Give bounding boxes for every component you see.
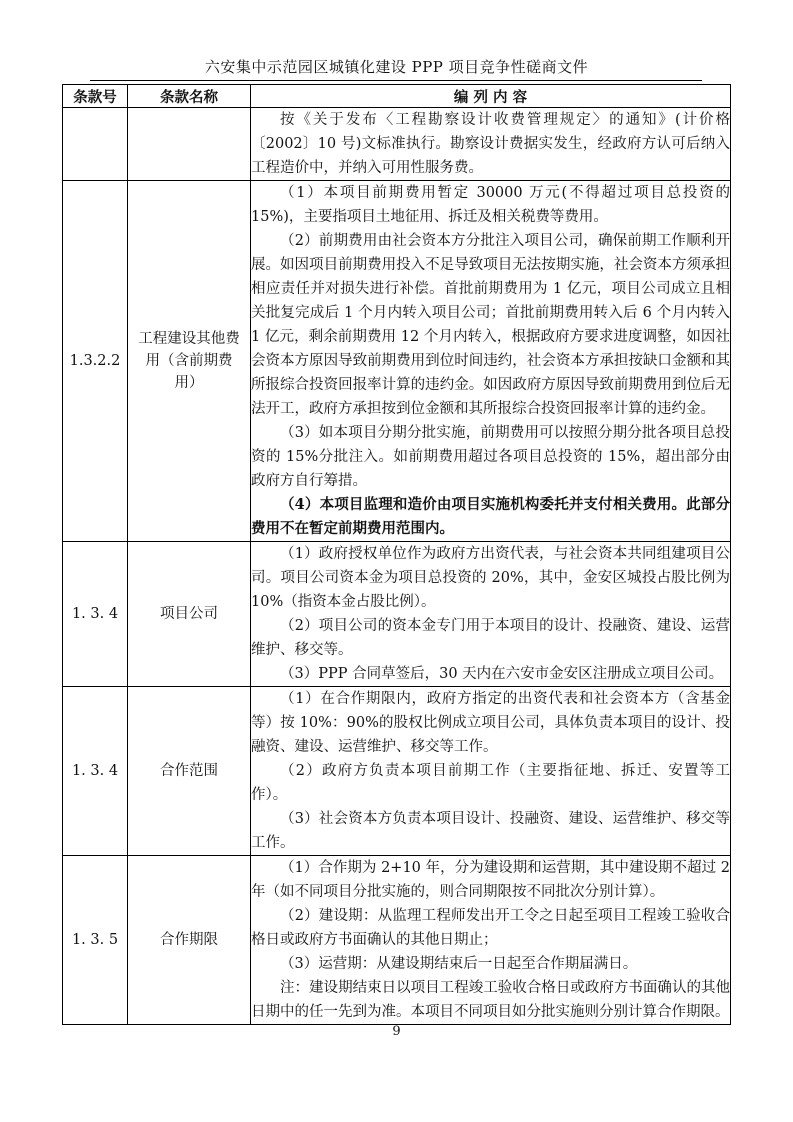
- clause-no: 1. 3. 4: [63, 687, 128, 856]
- content-paragraph-bold: （4）本项目监理和造价由项目实施机构委托并支付相关费用。此部分费用不在暂定前期费用范围内。: [251, 496, 730, 537]
- clause-name: [128, 108, 251, 181]
- table-row: [63, 687, 731, 856]
- col-header-content: 编 列 内 容: [251, 85, 731, 108]
- table-row: [63, 108, 731, 181]
- content-paragraph: （2）项目公司的资本金专门用于本项目的设计、投融资、建设、运营维护、移交等。: [251, 618, 730, 658]
- page-number: 9: [392, 1024, 401, 1039]
- table-row: [63, 856, 731, 1025]
- clause-name: 项目公司: [128, 542, 251, 687]
- table-row: [63, 181, 731, 542]
- content-paragraph: （3）运营期：从建设期结束后一日起至合作期届满日。: [280, 956, 638, 972]
- content-paragraph: 注：建设期结束日以项目工程竣工验收合格日或政府方书面确认的其他日期中的任一先到为准。本项目不同项目如分批实施则分别计算合作期限。: [251, 980, 730, 1020]
- clause-name: 工程建设其他费用（含前期费用）: [128, 181, 251, 542]
- content-paragraph: 按《关于发布〈工程勘察设计收费管理规定〉的通知》(计价格〔2002〕10 号)文标准执行。勘察设计费据实发生，经政府方认可后纳入工程造价中，并纳入可用性服务费。: [251, 112, 730, 176]
- clause-no: 1. 3. 4: [63, 542, 128, 687]
- clause-content: [251, 687, 731, 856]
- content-paragraph: （1）合作期为 2+10 年，分为建设期和运营期，其中建设期不超过 2 年（如不同项目分批实施的，则合同期限按不同批次分别计算）。: [251, 860, 730, 900]
- clause-content: [251, 181, 731, 542]
- content-paragraph: （2）建设期：从监理工程师发出开工令之日起至项目工程竣工验收合格日或政府方书面确认的其他日期止；: [251, 908, 730, 948]
- content-paragraph: （1）政府授权单位作为政府方出资代表，与社会资本共同组建项目公司。项目公司资本金为项目总投资的 20%，其中，金安区城投占股比例为 10%（指资本金占股比例）。: [251, 546, 730, 610]
- col-header-clause-no: 条款号: [63, 85, 128, 108]
- content-paragraph: （3）社会资本方负责本项目设计、投融资、建设、运营维护、移交等工作。: [251, 811, 730, 851]
- header-divider: [90, 80, 702, 81]
- table-header-row: [63, 85, 731, 108]
- clause-no: 1.3.2.2: [63, 181, 128, 542]
- clause-table: [62, 84, 731, 1025]
- content-paragraph: （3）PPP 合同草签后，30 天内在六安市金安区注册成立项目公司。: [280, 666, 724, 682]
- table-row: [63, 542, 731, 687]
- content-paragraph: （3）如本项目分期分批实施，前期费用可以按照分期分批各项目总投资的 15%分批注入。如前期费用超过各项目总投资的 15%，超出部分由政府方自行筹措。: [251, 425, 730, 489]
- clause-content: [251, 856, 731, 1025]
- clause-no: 1. 3. 5: [63, 856, 128, 1025]
- clause-content: [251, 542, 731, 687]
- content-paragraph: （2）政府方负责本项目前期工作（主要指征地、拆迁、安置等工作）。: [251, 763, 730, 803]
- document-header-title: 六安集中示范园区城镇化建设 PPP 项目竞争性磋商文件: [204, 58, 589, 76]
- clause-name: 合作期限: [128, 856, 251, 1025]
- content-paragraph: （2）前期费用由社会资本方分批注入项目公司，确保前期工作顺利开展。如因项目前期费用投入不足导致项目无法按期实施，社会资本方须承担相应责任并对损失进行补偿。首批前期费用为 1 亿元，项目公司成立且相关批复完成后 1 个月内转入项目公司；首批前期费用转入后 6 个月内转入 1 亿元，剩余前期费用 12 个月内转入，根据政府方要求进度调整，如因社会资本方原因导致前期费用到位时间违约，社会资本方承担按缺口金额和其所报综合投资回报率计算的违约金。如因政府方原因导致前期费用到位后无法开工，政府方承担按到位金额和其所报综合投资回报率计算的违约金。: [251, 233, 730, 417]
- col-header-clause-name: 条款名称: [128, 85, 251, 108]
- clause-content: [251, 108, 731, 181]
- content-paragraph: （1）在合作期限内，政府方指定的出资代表和社会资本方（含基金等）按 10%：90%的股权比例成立项目公司，具体负责本项目的设计、投融资、建设、运营维护、移交等工作。: [251, 691, 730, 755]
- clause-name: 合作范围: [128, 687, 251, 856]
- content-paragraph: （1）本项目前期费用暂定 30000 万元(不得超过项目总投资的 15%)，主要指项目土地征用、拆迁及相关税费等费用。: [251, 185, 730, 225]
- clause-no: [63, 108, 128, 181]
